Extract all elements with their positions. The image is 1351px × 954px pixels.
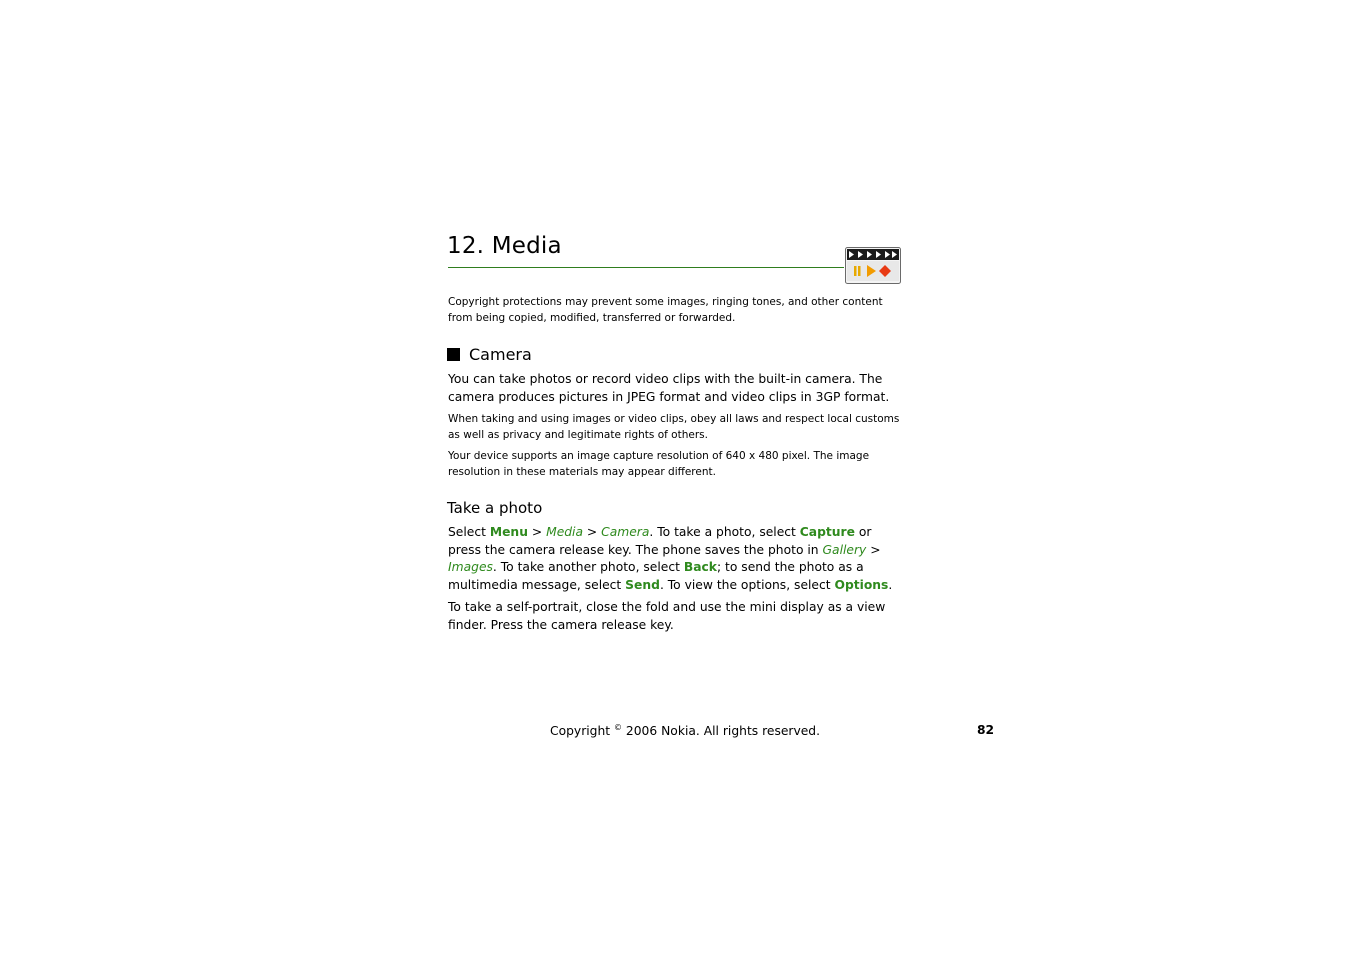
chapter-title: 12. Media [447,233,562,259]
bullet-square-icon [447,348,460,361]
text-run: . To view the options, select [659,577,835,592]
camera-intro: You can take photos or record video clips with the built-in camera. The camera produces pictures in JPEG format and video clips in 3GP format. [448,372,890,404]
title-rule [448,267,844,268]
menu-path-images: Images [448,560,493,574]
section-heading-label: Camera [469,345,532,364]
footer-text: Copyright [550,724,614,739]
subheading-take-photo: Take a photo [447,499,543,517]
softkey-capture: Capture [799,525,855,539]
menu-path-media: Media [546,525,584,539]
softkey-options: Options [834,577,889,592]
page-number: 82 [977,723,995,737]
take-photo-instructions [448,524,903,594]
menu-path-camera: Camera [601,525,650,539]
text-run: ; to send the photo as a multimedia message, select [448,560,864,592]
text-run: > [866,542,881,557]
text-run: or press the camera release key. The phone saves the photo in [448,525,872,557]
footer-copyright [550,723,820,738]
softkey-back: Back [683,560,717,574]
media-clapper-icon [845,247,901,284]
footer-text: 2006 Nokia. All rights reserved. [622,724,821,739]
self-portrait-instructions: To take a self-portrait, close the fold and use the mini display as a view finder. Press the camera release key. [448,600,886,632]
copyright-symbol: © [614,723,622,732]
resolution-note: Your device supports an image capture resolution of 640 x 480 pixel. The image resolution in these materials may appear different. [448,450,870,478]
text-run: . [888,577,893,592]
text-run: . To take a photo, select [649,525,800,539]
softkey-send: Send [625,577,660,592]
copyright-protection-note: Copyright protections may prevent some images, ringing tones, and other content from being copied, modified, transferred or forwarded. [448,296,883,324]
text-run: . To take another photo, select [492,560,684,574]
softkey-menu: Menu [489,525,528,539]
menu-path-gallery: Gallery [822,542,867,557]
laws-note: When taking and using images or video clips, obey all laws and respect local customs as well as privacy and legitimate rights of others. [448,413,900,441]
text-run: Select [448,525,490,539]
text-run: > [527,525,547,539]
section-heading-camera [447,345,532,364]
text-run: > [583,525,602,539]
